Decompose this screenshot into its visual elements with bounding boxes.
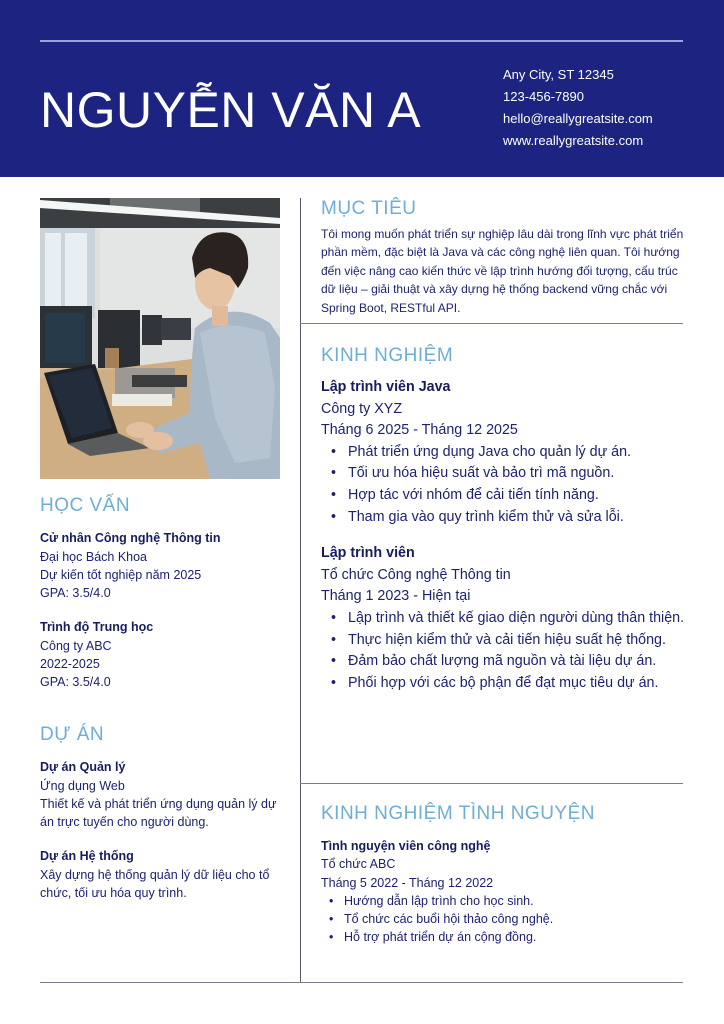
education-entry-line: Công ty ABC: [40, 638, 112, 653]
contact-info: [503, 66, 653, 154]
volunteer-bullets: [321, 892, 686, 947]
experience-title: KINH NGHIỆM: [321, 345, 454, 366]
volunteer-bullet: • Hỗ trợ phát triển dự án cộng đồng.: [321, 928, 686, 946]
column-divider: [300, 198, 301, 983]
project-entry-line: Thiết kế và phát triển ứng dụng quản lý dự án trực tuyến cho người dùng.: [40, 796, 277, 830]
experience-bullet: • Tối ưu hóa hiệu suất và bảo trì mã nguồn.: [321, 463, 686, 485]
profile-photo-illustration: [40, 198, 280, 479]
experience-entry: [321, 543, 686, 694]
candidate-name: NGUYỄN VĂN A: [40, 82, 422, 138]
experience-entry: [321, 377, 686, 528]
volunteer-org: Tổ chức ABC: [321, 857, 396, 872]
experience-company: Công ty XYZ: [321, 400, 403, 417]
objective-title: MỤC TIÊU: [321, 198, 417, 219]
education-entry-line: 2022-2025: [40, 657, 100, 672]
header-divider: [40, 40, 683, 42]
experience-section: [321, 345, 686, 694]
experience-bullet: • Hợp tác với nhóm để cải tiến tính năng.: [321, 485, 686, 507]
experience-entry-title: Lập trình viên: [321, 545, 415, 562]
project-entry: [40, 758, 285, 831]
volunteer-title: KINH NGHIỆM TÌNH NGUYỆN: [321, 803, 596, 824]
experience-period: Tháng 1 2023 - Hiện tại: [321, 588, 471, 605]
project-entry-line: Xây dựng hệ thống quản lý dữ liệu cho tổ chức, tối ưu hóa quy trình.: [40, 867, 270, 901]
project-entry-line: Ứng dụng Web: [40, 778, 125, 793]
experience-bullet: • Lập trình và thiết kế giao diện người dùng thân thiện.: [321, 608, 686, 630]
project-entry: [40, 847, 285, 902]
experience-divider: [300, 783, 683, 784]
project-entry-title: Dự án Hệ thống: [40, 849, 134, 864]
experience-bullets: [321, 442, 686, 528]
education-entry-line: Dự kiến tốt nghiệp năm 2025: [40, 567, 202, 582]
volunteer-entry: [321, 837, 686, 947]
objective-divider: [300, 323, 683, 324]
volunteer-entry-title: Tình nguyện viên công nghệ: [321, 839, 491, 853]
volunteer-period: Tháng 5 2022 - Tháng 12 2022: [321, 875, 494, 890]
volunteer-bullet: • Hướng dẫn lập trình cho học sinh.: [321, 892, 686, 910]
contact-address: Any City, ST 12345: [503, 67, 614, 82]
contact-phone: 123-456-7890: [503, 89, 584, 104]
experience-bullet: • Thực hiện kiểm thử và cải tiến hiệu suất hệ thống.: [321, 630, 686, 652]
education-entry-line: Đại học Bách Khoa: [40, 549, 148, 564]
footer-divider: [40, 982, 683, 983]
education-title: HỌC VẤN: [40, 495, 131, 516]
profile-photo: [40, 198, 280, 479]
contact-email[interactable]: hello@reallygreatsite.com: [503, 111, 653, 126]
projects-section: [40, 726, 285, 918]
education-entry-title: Cử nhân Công nghệ Thông tin: [40, 531, 221, 546]
experience-bullet: • Phát triển ứng dụng Java cho quản lý dự án.: [321, 442, 686, 464]
contact-website[interactable]: www.reallygreatsite.com: [503, 133, 644, 148]
experience-bullet: • Phối hợp với các bộ phận để đạt mục tiêu dự án.: [321, 673, 686, 695]
volunteer-section: [321, 803, 686, 947]
projects-title: DỰ ÁN: [40, 724, 105, 745]
project-entry-title: Dự án Quản lý: [40, 760, 126, 775]
education-section: [40, 497, 285, 708]
education-entry: [40, 618, 285, 691]
experience-bullet: • Tham gia vào quy trình kiểm thử và sửa lỗi.: [321, 507, 686, 529]
objective-section: [321, 198, 686, 317]
experience-bullets: [321, 608, 686, 694]
education-entry-line: GPA: 3.5/4.0: [40, 675, 111, 690]
header-banner: [0, 0, 724, 177]
objective-text: Tôi mong muốn phát triển sự nghiệp lâu dài trong lĩnh vực phát triển phần mềm, đặc biệt là Java và các công nghệ liên quan. Tôi hướng đến việc nâng cao kiến thức về lập trình hướng đối tượng, cấu trúc dữ liệu – giải thuật và xây dựng hệ thống backend vững chắc với Spring Boot, RESTful API.: [321, 227, 684, 315]
experience-entry-title: Lập trình viên Java: [321, 379, 451, 395]
experience-period: Tháng 6 2025 - Tháng 12 2025: [321, 422, 518, 439]
education-entry-title: Trình độ Trung học: [40, 620, 154, 635]
volunteer-bullet: • Tổ chức các buổi hội thảo công nghệ.: [321, 910, 686, 928]
education-entry: [40, 529, 285, 602]
experience-company: Tổ chức Công nghệ Thông tin: [321, 566, 511, 583]
education-entry-line: GPA: 3.5/4.0: [40, 586, 111, 601]
experience-bullet: • Đảm bảo chất lượng mã nguồn và tài liệu dự án.: [321, 651, 686, 673]
